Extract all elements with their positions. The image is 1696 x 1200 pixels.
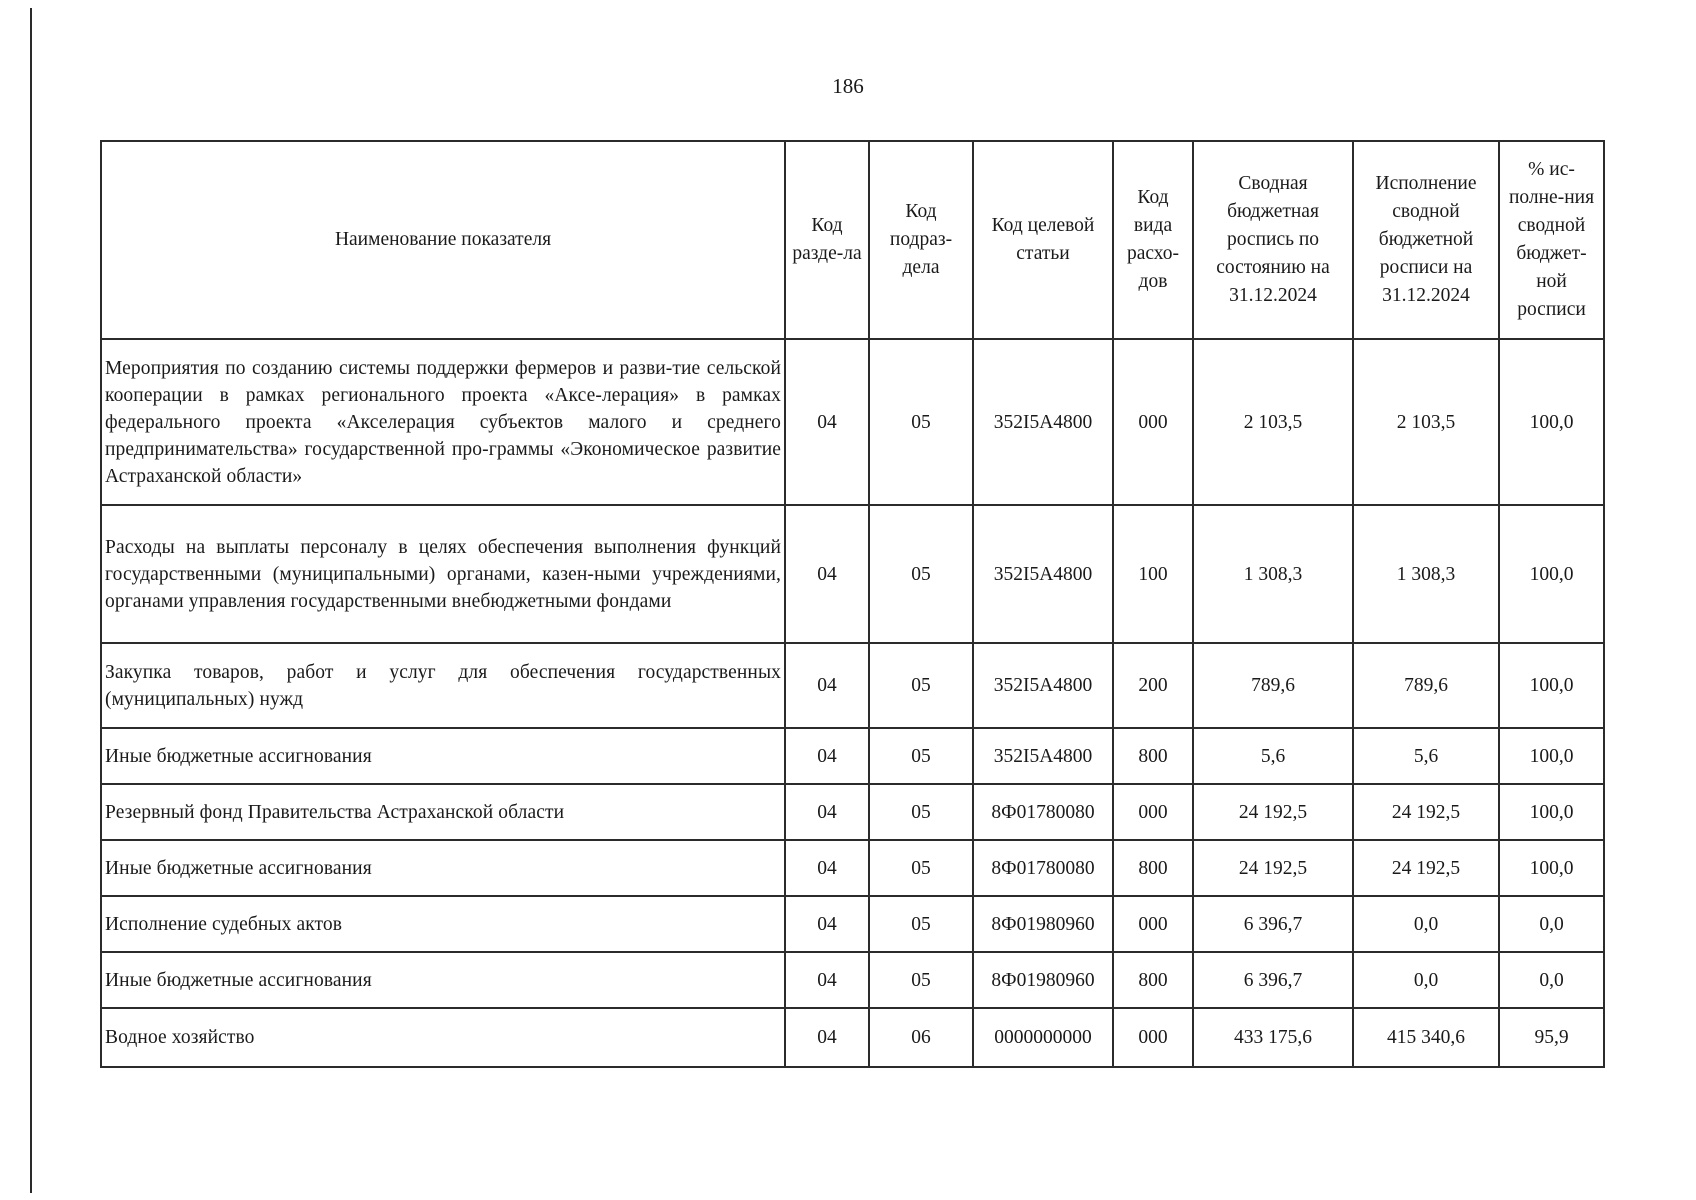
- row-expense-type-code: 100: [1113, 505, 1193, 643]
- row-budget-plan: 789,6: [1193, 643, 1353, 728]
- row-subsection-code: 05: [869, 505, 973, 643]
- row-section-code: 04: [785, 896, 869, 952]
- budget-execution-table: [100, 140, 1605, 1068]
- row-name: Закупка товаров, работ и услуг для обеспечения государственных (муниципальных) нужд: [101, 643, 785, 728]
- row-section-code: 04: [785, 784, 869, 840]
- row-budget-execution: 24 192,5: [1353, 840, 1499, 896]
- row-subsection-code: 05: [869, 952, 973, 1008]
- table-row: [101, 784, 1604, 840]
- row-section-code: 04: [785, 505, 869, 643]
- row-budget-execution: 0,0: [1353, 952, 1499, 1008]
- row-subsection-code: 06: [869, 1008, 973, 1067]
- table-row: [101, 1008, 1604, 1067]
- header-budget-execution: Исполнение сводной бюджетной росписи на 31.12.2024: [1353, 141, 1499, 339]
- header-section-code: Код разде-ла: [785, 141, 869, 339]
- row-expense-type-code: 000: [1113, 896, 1193, 952]
- row-budget-execution: 415 340,6: [1353, 1008, 1499, 1067]
- row-target-code: 8Ф01980960: [973, 952, 1113, 1008]
- row-budget-plan: 24 192,5: [1193, 784, 1353, 840]
- row-execution-percent: 0,0: [1499, 952, 1604, 1008]
- row-execution-percent: 0,0: [1499, 896, 1604, 952]
- row-section-code: 04: [785, 840, 869, 896]
- row-budget-execution: 24 192,5: [1353, 784, 1499, 840]
- row-name: Водное хозяйство: [101, 1008, 785, 1067]
- row-execution-percent: 95,9: [1499, 1008, 1604, 1067]
- row-execution-percent: 100,0: [1499, 339, 1604, 505]
- page-scan-edge: [30, 8, 32, 1193]
- row-budget-plan: 2 103,5: [1193, 339, 1353, 505]
- row-section-code: 04: [785, 1008, 869, 1067]
- row-expense-type-code: 800: [1113, 840, 1193, 896]
- row-execution-percent: 100,0: [1499, 505, 1604, 643]
- row-name: Резервный фонд Правительства Астраханской области: [101, 784, 785, 840]
- table-row: [101, 952, 1604, 1008]
- header-subsection-code: Код подраз-дела: [869, 141, 973, 339]
- row-section-code: 04: [785, 643, 869, 728]
- row-budget-execution: 789,6: [1353, 643, 1499, 728]
- row-section-code: 04: [785, 952, 869, 1008]
- row-target-code: 352I5A4800: [973, 339, 1113, 505]
- row-name: Иные бюджетные ассигнования: [101, 728, 785, 784]
- row-budget-plan: 24 192,5: [1193, 840, 1353, 896]
- row-target-code: 352I5A4800: [973, 505, 1113, 643]
- row-expense-type-code: 000: [1113, 784, 1193, 840]
- page-number: 186: [832, 74, 864, 98]
- header-name: Наименование показателя: [101, 141, 785, 339]
- row-target-code: 352I5A4800: [973, 728, 1113, 784]
- row-subsection-code: 05: [869, 728, 973, 784]
- table-row: [101, 728, 1604, 784]
- row-execution-percent: 100,0: [1499, 728, 1604, 784]
- row-target-code: 0000000000: [973, 1008, 1113, 1067]
- row-budget-execution: 5,6: [1353, 728, 1499, 784]
- row-subsection-code: 05: [869, 643, 973, 728]
- row-expense-type-code: 200: [1113, 643, 1193, 728]
- table-row: [101, 339, 1604, 505]
- row-expense-type-code: 000: [1113, 1008, 1193, 1067]
- row-subsection-code: 05: [869, 784, 973, 840]
- row-target-code: 8Ф01780080: [973, 840, 1113, 896]
- row-name: Расходы на выплаты персоналу в целях обеспечения выполнения функций государственными (муниципальными) органами, казен-ными учреждениями, органами управления государственными внебюджетными фондами: [101, 505, 785, 643]
- row-budget-plan: 6 396,7: [1193, 952, 1353, 1008]
- table-row: [101, 505, 1604, 643]
- row-name: Иные бюджетные ассигнования: [101, 952, 785, 1008]
- row-subsection-code: 05: [869, 840, 973, 896]
- table-row: [101, 643, 1604, 728]
- header-target-code: Код целевой статьи: [973, 141, 1113, 339]
- row-expense-type-code: 000: [1113, 339, 1193, 505]
- row-name: Исполнение судебных актов: [101, 896, 785, 952]
- row-budget-plan: 6 396,7: [1193, 896, 1353, 952]
- row-section-code: 04: [785, 339, 869, 505]
- header-row: [101, 141, 1604, 339]
- row-target-code: 352I5A4800: [973, 643, 1113, 728]
- row-budget-execution: 1 308,3: [1353, 505, 1499, 643]
- header-budget-plan: Сводная бюджетная роспись по состоянию на 31.12.2024: [1193, 141, 1353, 339]
- row-target-code: 8Ф01980960: [973, 896, 1113, 952]
- row-expense-type-code: 800: [1113, 952, 1193, 1008]
- row-execution-percent: 100,0: [1499, 643, 1604, 728]
- row-budget-plan: 1 308,3: [1193, 505, 1353, 643]
- table-row: [101, 840, 1604, 896]
- row-budget-execution: 0,0: [1353, 896, 1499, 952]
- row-section-code: 04: [785, 728, 869, 784]
- row-subsection-code: 05: [869, 339, 973, 505]
- row-execution-percent: 100,0: [1499, 840, 1604, 896]
- row-execution-percent: 100,0: [1499, 784, 1604, 840]
- row-name: Иные бюджетные ассигнования: [101, 840, 785, 896]
- row-target-code: 8Ф01780080: [973, 784, 1113, 840]
- header-execution-percent: % ис-полне-ния сводной бюджет-ной росписи: [1499, 141, 1604, 339]
- row-budget-plan: 5,6: [1193, 728, 1353, 784]
- row-budget-execution: 2 103,5: [1353, 339, 1499, 505]
- row-budget-plan: 433 175,6: [1193, 1008, 1353, 1067]
- row-name: Мероприятия по созданию системы поддержки фермеров и разви-тие сельской кооперации в рамках регионального проекта «Аксе-лерация» в рамках федерального проекта «Акселерация субъектов малого и среднего предпринимательства» государственной про-граммы «Экономическое развитие Астраханской области»: [101, 339, 785, 505]
- row-expense-type-code: 800: [1113, 728, 1193, 784]
- row-subsection-code: 05: [869, 896, 973, 952]
- table-row: [101, 896, 1604, 952]
- header-expense-type-code: Код вида расхо-дов: [1113, 141, 1193, 339]
